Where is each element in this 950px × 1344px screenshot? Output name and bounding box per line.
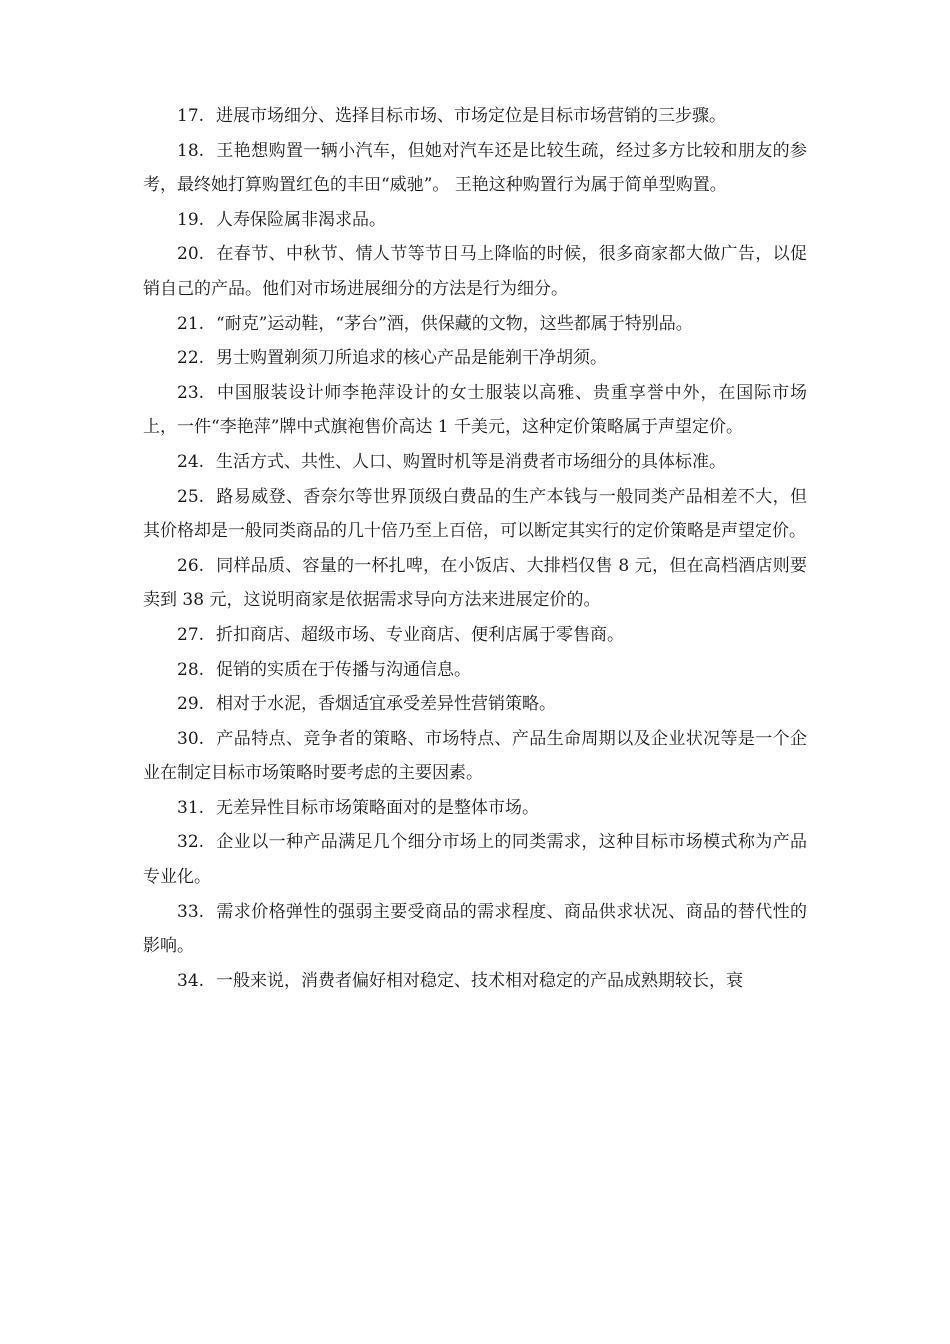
item-text: 男士购置剃须刀所追求的核心产品是能剃干净胡须。 (216, 348, 608, 369)
list-item-34 (143, 964, 807, 999)
list-item-30 (143, 722, 807, 791)
item-text: 促销的实质在于传播与沟通信息。 (216, 659, 472, 680)
list-item-24 (143, 445, 807, 480)
document-body (143, 99, 807, 998)
list-item-21 (143, 307, 807, 342)
list-item-27 (143, 618, 807, 653)
item-number: 34. (177, 970, 205, 991)
list-item-31 (143, 791, 807, 826)
item-number: 32. (177, 832, 205, 853)
item-number: 17. (177, 106, 205, 126)
item-text: 生活方式、共性、人口、购置时机等是消费者市场细分的具体标准。 (216, 451, 727, 472)
item-number: 18. (177, 140, 205, 161)
item-number: 33. (177, 901, 205, 922)
list-item-17 (143, 99, 807, 134)
item-text: 路易威登、香奈尔等世界顶级白费品的生产本钱与一般同类产品相差不大，但其价格却是一般同类商品的几十倍乃至上百倍，可以断定其实行的定价策略是声望定价。 (143, 486, 807, 542)
list-item-22 (143, 341, 807, 376)
item-text: 相对于水泥，香烟适宜承受差异性营销策略。 (216, 694, 557, 715)
list-item-19 (143, 203, 807, 238)
item-number: 31. (177, 797, 205, 818)
item-number: 24. (177, 451, 205, 472)
item-number: 29. (177, 694, 205, 715)
list-item-28 (143, 653, 807, 688)
list-item-23 (143, 376, 807, 445)
item-text: 一般来说，消费者偏好相对稳定、技术相对稳定的产品成熟期较长，衰 (216, 970, 744, 991)
item-number: 26. (177, 555, 205, 576)
item-number: 19. (177, 209, 205, 230)
item-text: 在春节、中秋节、情人节等节日马上降临的时候，很多商家都大做广告，以促销自己的产品。他们对市场进展细分的方法是行为细分。 (143, 244, 807, 299)
item-number: 21. (177, 313, 205, 334)
item-number: 27. (177, 624, 205, 645)
list-item-26 (143, 549, 807, 618)
list-item-32 (143, 825, 807, 894)
item-text: 产品特点、竞争者的策略、市场特点、产品生命周期以及企业状况等是一个企业在制定目标市场策略时要考虑的主要因素。 (143, 728, 807, 784)
item-text: “耐克”运动鞋，“茅台”酒，供保藏的文物，这些都属于特别品。 (216, 313, 693, 334)
item-text: 进展市场细分、选择目标市场、市场定位是目标市场营销的三步骤。 (216, 106, 727, 126)
list-item-33 (143, 895, 807, 964)
item-number: 20. (177, 244, 205, 265)
item-number: 22. (177, 348, 205, 369)
item-number: 28. (177, 659, 205, 680)
item-number: 23. (177, 382, 205, 403)
list-item-18 (143, 134, 807, 203)
item-text: 折扣商店、超级市场、专业商店、便利店属于零售商。 (216, 624, 625, 645)
item-text: 人寿保险属非渴求品。 (216, 209, 387, 230)
item-text: 需求价格弹性的强弱主要受商品的需求程度、商品供求状况、商品的替代性的影响。 (143, 901, 807, 957)
item-text: 王艳想购置一辆小汽车，但她对汽车还是比较生疏，经过多方比较和朋友的参考，最终她打算购置红色的丰田“威驰”。 王艳这种购置行为属于简单型购置。 (143, 140, 807, 196)
item-text: 同样品质、容量的一杯扎啤，在小饭店、大排档仅售 8 元，但在高档酒店则要卖到 38 元，这说明商家是依据需求导向方法来进展定价的。 (143, 555, 807, 611)
list-item-20 (143, 237, 807, 306)
list-item-25 (143, 480, 807, 549)
item-number: 25. (177, 486, 205, 507)
item-text: 中国服装设计师李艳萍设计的女士服装以高雅、贵重享誉中外，在国际市场上，一件“李艳萍”牌中式旗袍售价高达 1 千美元，这种定价策略属于声望定价。 (143, 382, 807, 438)
item-text: 无差异性目标市场策略面对的是整体市场。 (216, 797, 540, 818)
item-number: 30. (177, 728, 205, 749)
list-item-29 (143, 687, 807, 722)
item-text: 企业以一种产品满足几个细分市场上的同类需求，这种目标市场模式称为产品专业化。 (143, 832, 807, 888)
